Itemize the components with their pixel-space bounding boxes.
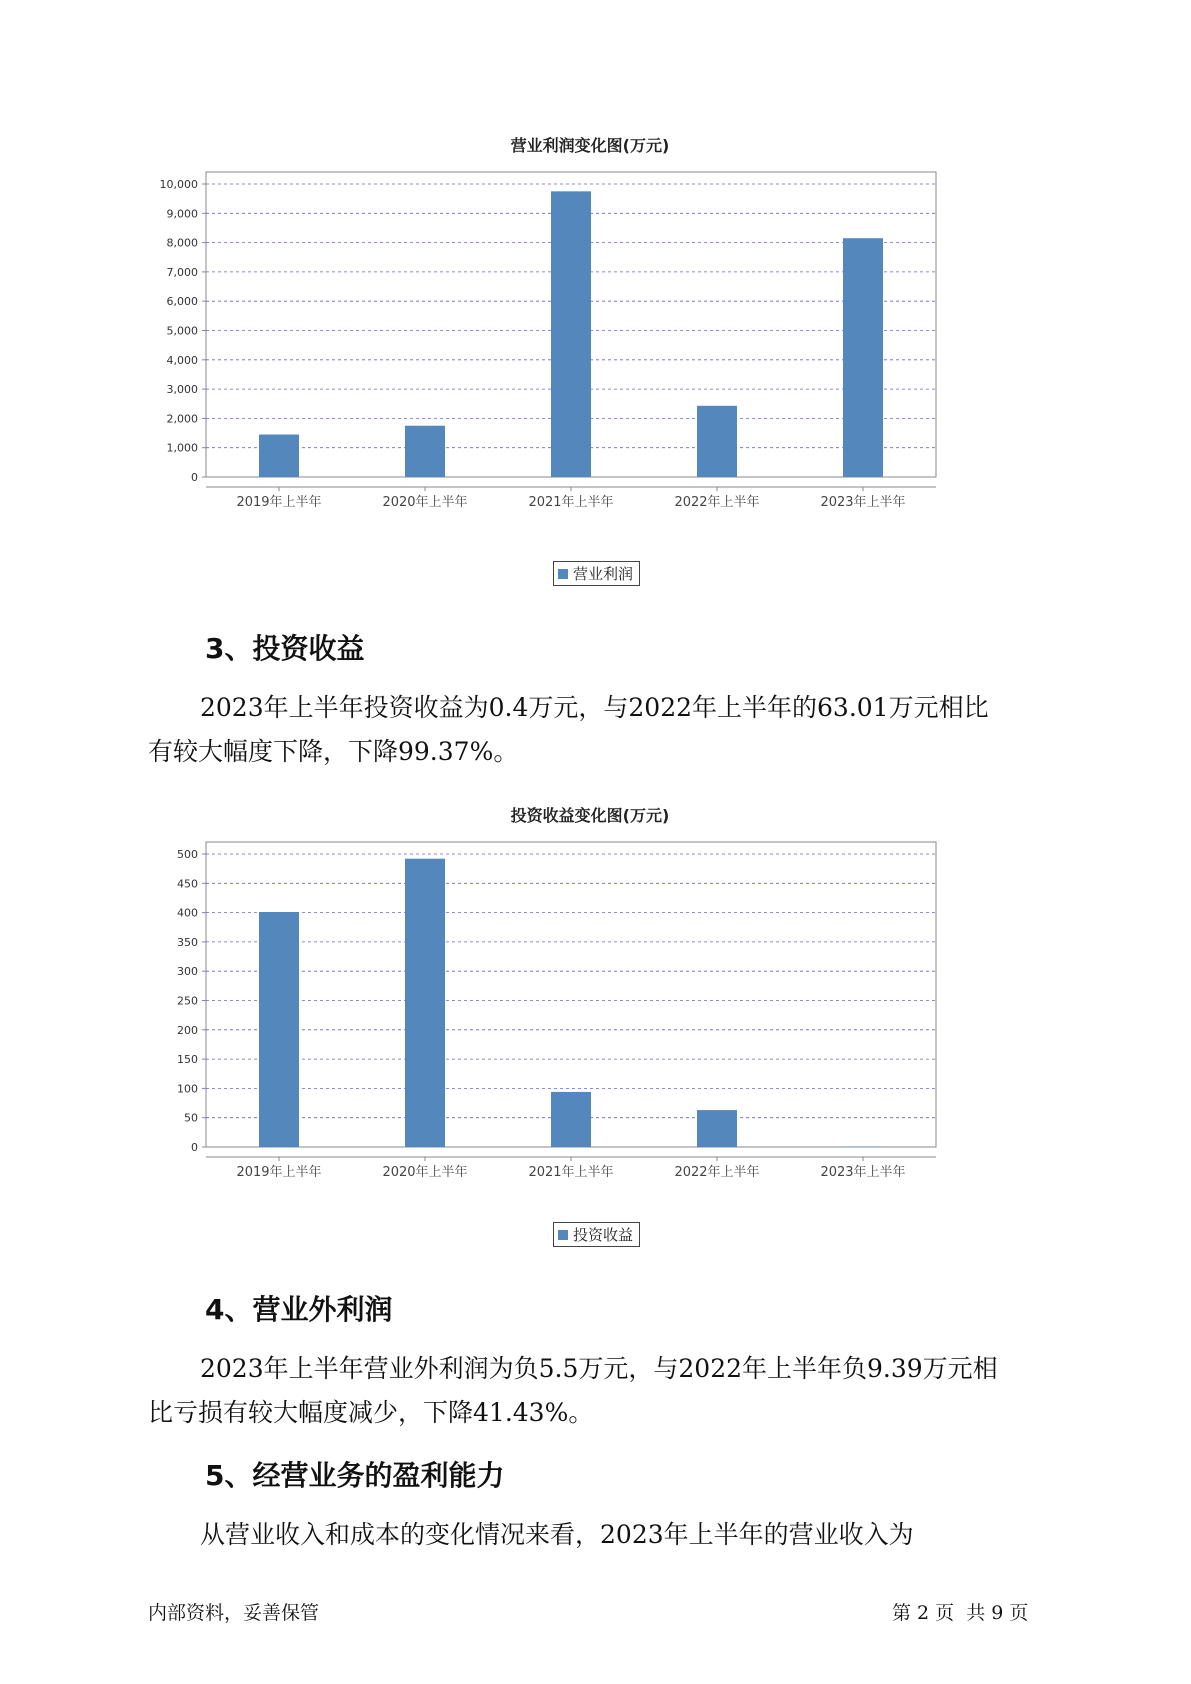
x-tick-label: 2023年上半年 [820,495,906,510]
x-tick-label: 2019年上半年 [236,1165,322,1180]
y-tick-label: 150 [177,1053,198,1067]
x-tick-label: 2021年上半年 [528,1165,614,1180]
y-tick-label: 9,000 [166,207,198,221]
section-paragraph-profitability [148,1513,1048,1557]
bar [843,238,883,477]
investment-income-chart [160,803,1020,826]
x-tick-label: 2021年上半年 [528,495,614,510]
section-heading-profitability: 5、经营业务的盈利能力 [205,1459,505,1492]
x-tick-label: 2019年上半年 [236,495,322,510]
y-tick-label: 250 [177,994,198,1008]
x-tick-label: 2022年上半年 [674,1165,760,1180]
bar [405,859,445,1147]
operating-profit-chart [160,133,1020,156]
legend-swatch [558,1230,568,1240]
y-tick-label: 5,000 [166,324,198,338]
y-tick-label: 100 [177,1082,198,1096]
y-tick-label: 10,000 [159,178,198,191]
y-tick-label: 450 [177,877,198,891]
operating-profit-chart-plot [150,160,950,510]
paragraph-line: 有较大幅度下降，下降99.37%。 [148,737,519,766]
legend-label: 投资收益 [573,1226,634,1244]
bar [259,912,299,1147]
footer-confidential-note: 内部资料，妥善保管 [148,1602,320,1624]
y-tick-label: 500 [177,848,198,861]
paragraph-line: 2023年上半年营业外利润为负5.5万元，与2022年上半年负9.39万元相 [200,1354,998,1383]
paragraph-line: 2023年上半年投资收益为0.4万元，与2022年上半年的63.01万元相比 [200,693,989,722]
y-tick-label: 8,000 [166,236,198,250]
chart-title: 投资收益变化图(万元) [510,806,670,825]
section-paragraph-investment-income [148,686,1048,774]
bar [551,191,591,477]
bar [551,1092,591,1147]
bar [259,435,299,477]
y-tick-label: 2,000 [166,412,198,426]
y-tick-label: 4,000 [166,353,198,367]
y-tick-label: 350 [177,935,198,949]
y-tick-label: 50 [184,1111,198,1125]
section-heading-investment-income: 3、投资收益 [205,632,365,665]
bar [697,1110,737,1147]
investment-income-chart-plot [150,830,950,1180]
x-tick-label: 2022年上半年 [674,495,760,510]
legend-swatch [558,569,568,579]
chart-title: 营业利润变化图(万元) [510,136,670,155]
bar [843,1147,883,1148]
x-tick-label: 2020年上半年 [382,495,468,510]
y-tick-label: 200 [177,1023,198,1037]
legend-label: 营业利润 [573,565,634,583]
x-tick-label: 2023年上半年 [820,1165,906,1180]
y-tick-label: 7,000 [166,265,198,279]
bar [697,406,737,477]
chart-legend [553,561,640,586]
paragraph-line: 比亏损有较大幅度减少，下降41.43%。 [148,1398,594,1427]
section-paragraph-non-operating-profit [148,1347,1048,1435]
y-tick-label: 1,000 [166,441,198,455]
section-heading-non-operating-profit: 4、营业外利润 [205,1293,393,1326]
y-tick-label: 0 [191,471,198,484]
chart-legend [553,1222,640,1247]
y-tick-label: 0 [191,1141,198,1154]
y-tick-label: 3,000 [166,383,198,397]
paragraph-line: 从营业收入和成本的变化情况来看，2023年上半年的营业收入为 [200,1520,914,1549]
y-tick-label: 300 [177,965,198,979]
y-tick-label: 400 [177,906,198,920]
footer-page-number: 第 2 页 共 9 页 [892,1602,1029,1624]
bar [405,426,445,477]
x-tick-label: 2020年上半年 [382,1165,468,1180]
y-tick-label: 6,000 [166,295,198,309]
